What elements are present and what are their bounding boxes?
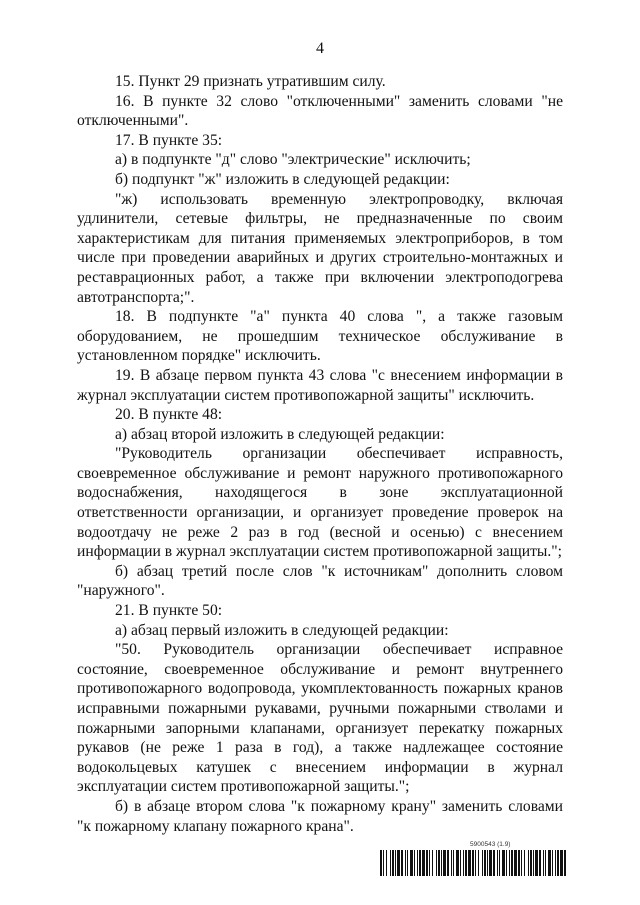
paragraph-item-17b: б) подпункт "ж" изложить в следующей редакции: <box>115 170 450 188</box>
paragraph-item-20a: а) абзац второй изложить в следующей редакции: <box>115 425 445 443</box>
paragraph-quote-zh: "ж) использовать временную электропроводку, включая удлинители, сетевые фильтры, не предназначенные по своим характеристикам для питания применяемых электроприборов, в том числе при проведении аварийных и других строительно-монтажных и реставрационных работ, а также при включении электроподогрева автотранспорта;". <box>77 190 563 306</box>
barcode-label: 5900543 (1.9) <box>470 841 511 848</box>
document-body <box>77 72 563 836</box>
paragraph-item-21b: б) в абзаце втором слова "к пожарному крану" заменить словами "к пожарному клапану пожарного крана". <box>77 797 563 835</box>
paragraph-item-19: 19. В абзаце первом пункта 43 слова "с внесением информации в журнал эксплуатации систем противопожарной защиты" исключить. <box>77 366 563 404</box>
page-number: 4 <box>316 40 324 57</box>
paragraph-item-15: 15. Пункт 29 признать утратившим силу. <box>115 73 386 90</box>
paragraph-item-20: 20. В пункте 48: <box>115 406 223 424</box>
paragraph-item-16: 16. В пункте 32 слово "отключенными" заменить словами "не отключенными". <box>77 92 563 130</box>
barcode-image <box>380 850 566 876</box>
paragraph-quote-50: "50. Руководитель организации обеспечивает исправное состояние, своевременное обслуживание и ремонт внутреннего противопожарного водопровода, укомплектованность пожарных кранов исправными пожарными рукавами, ручными пожарными стволами и пожарными запорными клапанами, организует перекатку пожарных рукавов (не реже 1 раза в год), а также надлежащее состояние водокольцевых катушек с внесением информации в журнал эксплуатации систем противопожарной защиты."; <box>77 641 563 796</box>
paragraph-item-17: 17. В пункте 35: <box>115 131 223 149</box>
paragraph-item-21a: а) абзац первый изложить в следующей редакции: <box>115 621 449 639</box>
paragraph-quote-48: "Руководитель организации обеспечивает исправность, своевременное обслуживание и ремонт наружного противопожарного водоснабжения, находящегося в зоне эксплуатационной ответственности организации, и организует проведение проверок на водоотдачу не реже 2 раз в год (весной и осенью) с внесением информации в журнал эксплуатации систем противопожарной защиты."; <box>77 445 563 561</box>
paragraph-item-17a: а) в подпункте "д" слово "электрические" исключить; <box>115 151 471 169</box>
paragraph-item-18: 18. В подпункте "а" пункта 40 слова ", а также газовым оборудованием, не прошедшим техническое обслуживание в установленном порядке" исключить. <box>77 308 563 365</box>
paragraph-item-21: 21. В пункте 50: <box>115 602 223 620</box>
paragraph-item-20b: б) абзац третий после слов "к источникам" дополнить словом "наружного". <box>77 562 563 600</box>
